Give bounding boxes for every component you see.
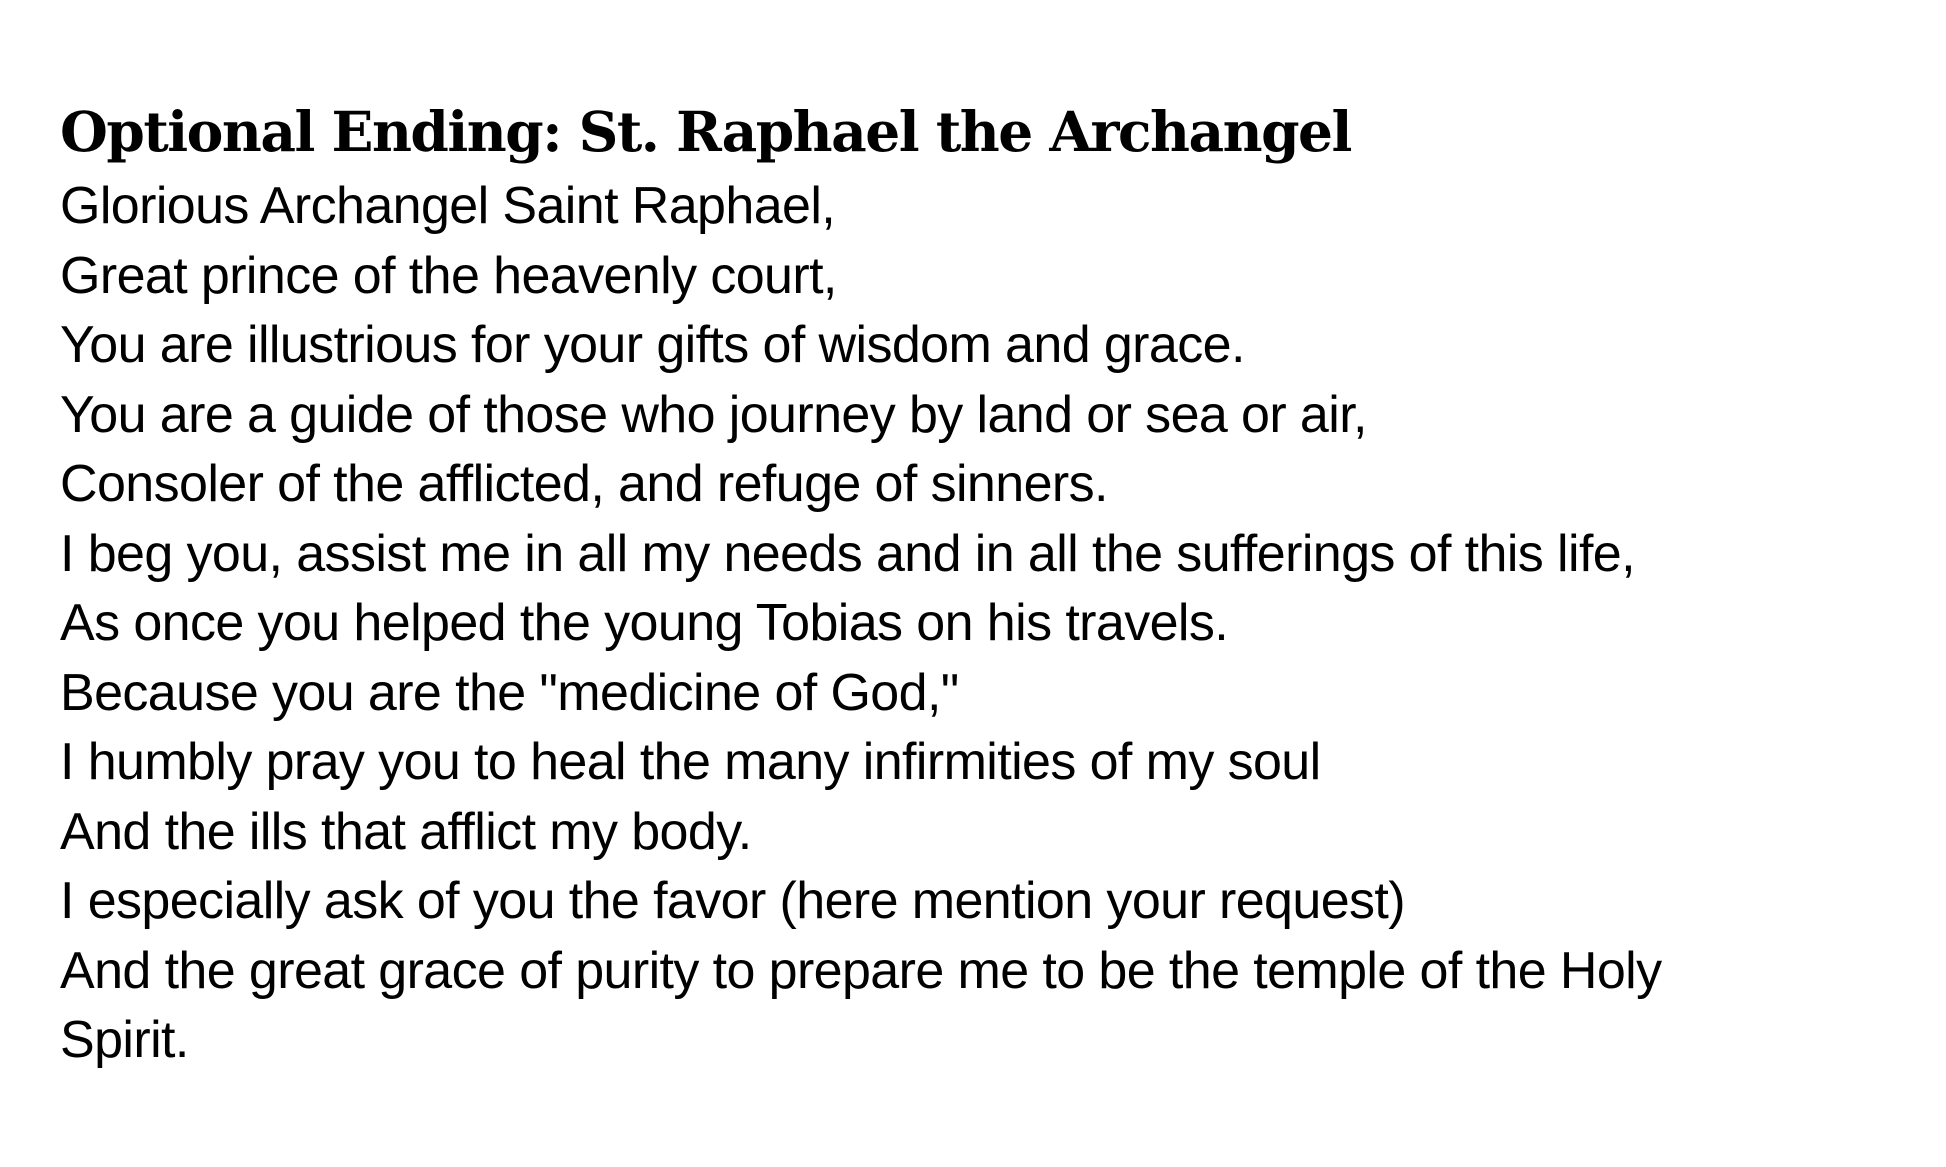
prayer-text (60, 172, 1900, 1076)
prayer-line: I humbly pray you to heal the many infirmities of my soul (60, 733, 1321, 791)
prayer-line: Spirit. (60, 1011, 189, 1069)
prayer-line: You are a guide of those who journey by land or sea or air, (60, 385, 1367, 444)
prayer-block (60, 92, 1900, 1076)
prayer-line: And the ills that afflict my body. (60, 802, 752, 861)
prayer-line: Because you are the "medicine of God," (60, 663, 959, 722)
prayer-line: Great prince of the heavenly court, (60, 246, 837, 305)
prayer-line: I beg you, assist me in all my needs and in all the sufferings of this life, (60, 524, 1635, 583)
prayer-line: Consoler of the afflicted, and refuge of sinners. (60, 455, 1108, 513)
prayer-heading: Optional Ending: St. Raphael the Archangel (60, 99, 1351, 164)
prayer-line: And the great grace of purity to prepare me to be the temple of the Holy (60, 941, 1662, 1000)
prayer-line: Glorious Archangel Saint Raphael, (60, 177, 836, 235)
prayer-line: As once you helped the young Tobias on his travels. (60, 594, 1229, 652)
prayer-line: You are illustrious for your gifts of wisdom and grace. (60, 316, 1245, 374)
prayer-line: I especially ask of you the favor (here mention your request) (60, 872, 1405, 930)
